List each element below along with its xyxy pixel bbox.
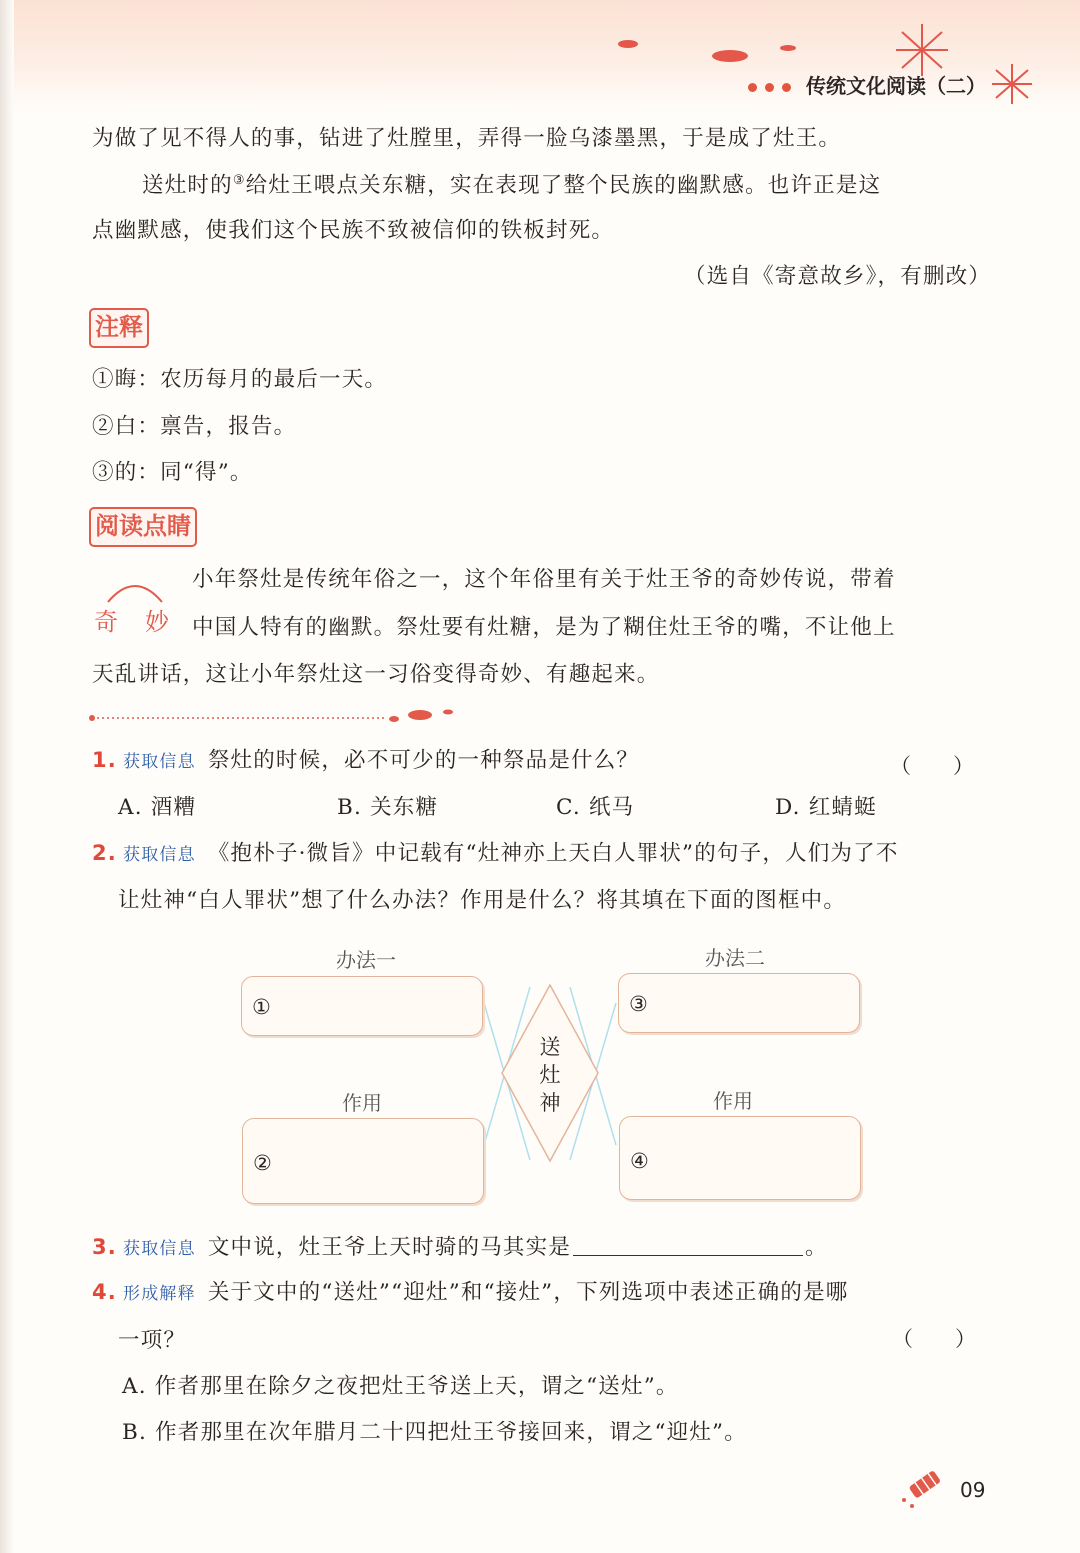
- page-number: 09: [960, 1478, 986, 1502]
- header-dots: [748, 77, 799, 96]
- source-citation: （选自《寄意故乡》，有删改）: [684, 264, 992, 289]
- header-title: 传统文化阅读（二）: [806, 74, 986, 98]
- answer-box-2[interactable]: ②: [242, 1118, 484, 1204]
- question-2-line: 让灶神“白人罪状”想了什么办法？作用是什么？将其填在下面的图框中。: [118, 888, 847, 913]
- cloud-decoration-icon: [610, 32, 810, 72]
- note-item: ②白：禀告，报告。: [92, 414, 297, 439]
- answer-box-3[interactable]: ③: [618, 973, 860, 1033]
- note-item: ③的：同“得”。: [92, 460, 253, 485]
- effect-one-label: 作用: [342, 1091, 382, 1115]
- method-one-label: 办法一: [336, 948, 396, 972]
- notes-title: 注释: [89, 308, 149, 348]
- question-4: 4. 形成解释 关于文中的“送灶”“迎灶”和“接灶”，下列选项中表述正确的是哪: [92, 1280, 849, 1305]
- answer-box-1[interactable]: ①: [241, 976, 483, 1036]
- question-1: 1. 获取信息 祭灶的时候，必不可少的一种祭品是什么？: [92, 748, 640, 773]
- passage-line: 点幽默感，使我们这个民族不致被信仰的铁板封死。: [92, 218, 615, 243]
- firecracker-icon: [896, 1460, 952, 1510]
- dotted-divider: [88, 706, 468, 728]
- answer-paren[interactable]: （ ）: [892, 1327, 976, 1351]
- effect-two-label: 作用: [713, 1089, 753, 1113]
- answer-box-4[interactable]: ④: [619, 1116, 861, 1200]
- passage-line: 为做了见不得人的事，钻进了灶膛里，弄得一脸乌漆墨黑，于是成了灶王。: [92, 126, 842, 151]
- keyword-qi: 奇: [94, 608, 118, 636]
- option-a[interactable]: A. 酒糟: [118, 795, 197, 820]
- reading-line: 天乱讲话，这让小年祭灶这一习俗变得奇妙、有趣起来。: [92, 662, 660, 687]
- option-a[interactable]: A. 作者那里在除夕之夜把灶王爷送上天，谓之“送灶”。: [122, 1374, 679, 1399]
- note-item: ①晦：农历每月的最后一天。: [92, 367, 388, 392]
- answer-paren[interactable]: （ ）: [890, 754, 974, 778]
- reading-title: 阅读点睛: [89, 507, 197, 547]
- option-c[interactable]: C. 纸马: [556, 795, 635, 820]
- question-3: 3. 获取信息 文中说，灶王爷上天时骑的马其实是 。: [92, 1235, 828, 1260]
- question-2: 2. 获取信息 《抱朴子·微旨》中记载有“灶神亦上天白人罪状”的句子，人们为了不: [92, 841, 899, 866]
- answer-blank[interactable]: [573, 1237, 803, 1256]
- question-4-line: 一项？: [118, 1328, 187, 1353]
- page-edge: [0, 0, 14, 1553]
- passage-line: 送灶时的③给灶王喂点关东糖，实在表现了整个民族的幽默感。也许正是这: [142, 173, 882, 198]
- reading-line: 小年祭灶是传统年俗之一，这个年俗里有关于灶王爷的奇妙传说，带着: [192, 567, 896, 592]
- option-b[interactable]: B. 作者那里在次年腊月二十四把灶王爷接回来，谓之“迎灶”。: [122, 1420, 747, 1445]
- option-b[interactable]: B. 关东糖: [337, 795, 439, 820]
- method-two-label: 办法二: [705, 946, 765, 970]
- keyword-miao: 妙: [145, 608, 169, 636]
- diagram-center-label: 送 灶 神: [539, 1035, 561, 1115]
- option-d[interactable]: D. 红蜻蜓: [775, 795, 877, 820]
- reading-line: 中国人特有的幽默。祭灶要有灶糖，是为了糊住灶王爷的嘴，不让他上: [192, 615, 896, 640]
